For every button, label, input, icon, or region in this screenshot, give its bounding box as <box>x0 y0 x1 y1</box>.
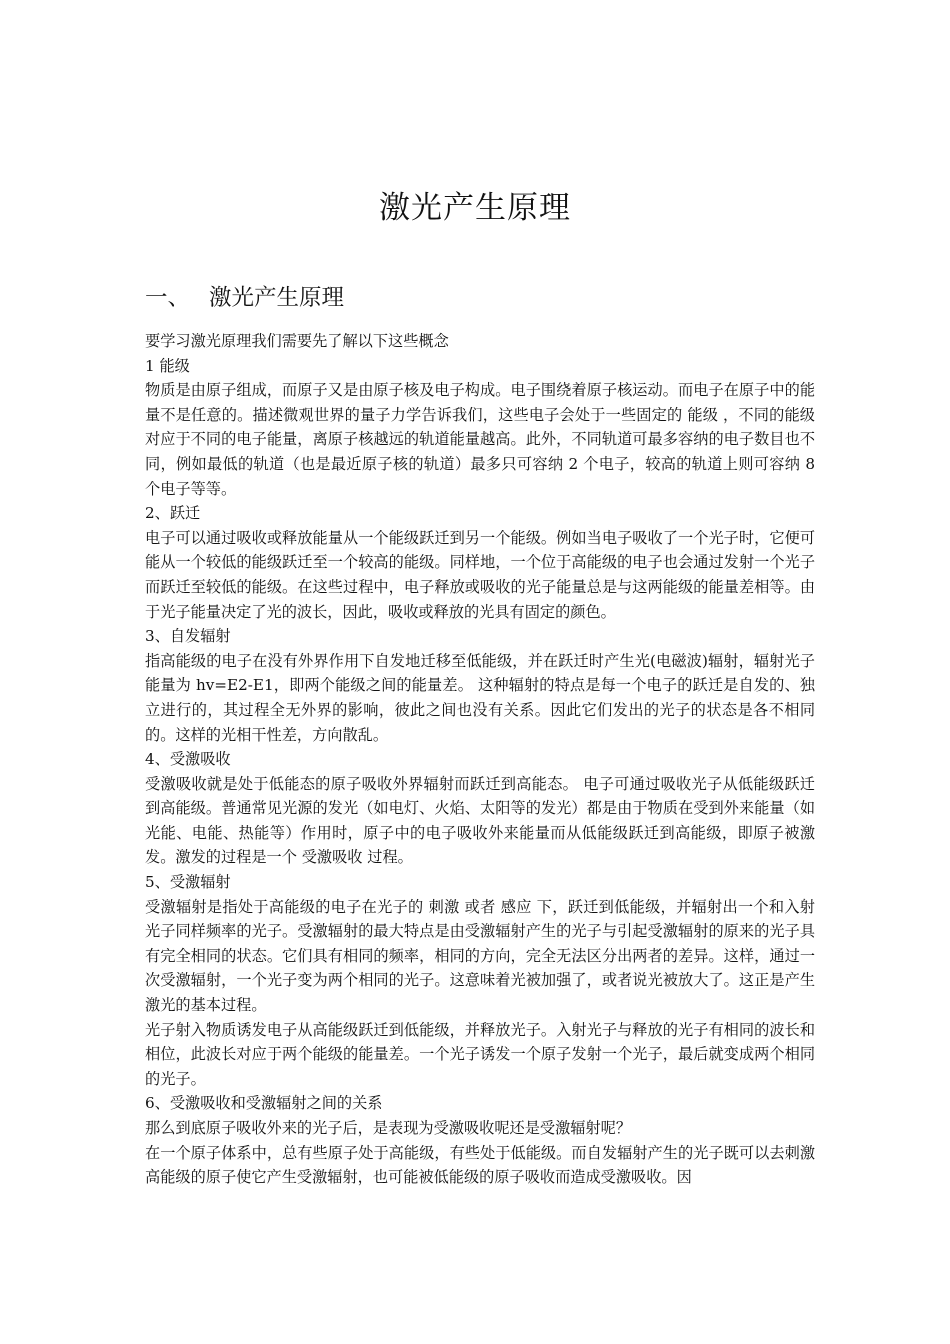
paragraph-relationship: 在一个原子体系中，总有些原子处于高能级，有些处于低能级。而自发辐射产生的光子既可以去刺激高能级的原子使它产生受激辐射，也可能被低能级的原子吸收而造成受激吸收。因 <box>145 1143 815 1187</box>
paragraph-relationship-question: 那么到底原子吸收外来的光子后，是表现为受激吸收呢还是受激辐射呢？ <box>145 1119 631 1137</box>
section-heading <box>145 281 344 315</box>
section-heading-text: 激光产生原理 <box>209 285 345 311</box>
intro-paragraph: 要学习激光原理我们需要先了解以下这些概念 <box>145 332 449 350</box>
subheading-spontaneous-emission: 3、自发辐射 <box>145 627 231 646</box>
body-text <box>145 329 815 1190</box>
paragraph-energy-level: 物质是由原子组成，而原子又是由原子核及电子构成。电子围绕着原子核运动。而电子在原子中的能量不是任意的。描述微观世界的量子力学告诉我们，这些电子会处于一些固定的 能级 ，不同的能级对应于不同的电子能量，离原子核越远的轨道能量越高。此外，不同轨道可最多容纳的电子数目也不同，例如最低的轨道（也是最近原子核的轨道）最多只可容纳 2 个电子，较高的轨道上则可容纳 8 个电子等等。 <box>145 381 815 498</box>
paragraph-transition: 电子可以通过吸收或释放能量从一个能级跃迁到另一个能级。例如当电子吸收了一个光子时，它便可能从一个较低的能级跃迁至一个较高的能级。同样地，一个位于高能级的电子也会通过发射一个光子而跃迁至较低的能级。在这些过程中，电子释放或吸收的光子能量总是与这两能级的能量差相等。由于光子能量决定了光的波长，因此，吸收或释放的光具有固定的颜色。 <box>145 528 815 621</box>
subheading-energy-level: 1 能级 <box>145 356 190 375</box>
document-title: 激光产生原理 <box>379 190 571 226</box>
paragraph-stimulated-absorption: 受激吸收就是处于低能态的原子吸收外界辐射而跃迁到高能态。 电子可通过吸收光子从低能级跃迁到高能级。普通常见光源的发光（如电灯、火焰、太阳等的发光）都是由于物质在受到外来能量（如光能、电能、热能等）作用时，原子中的电子吸收外来能量而从低能级跃迁到高能级，即原子被激发。激发的过程是一个 受激吸收 过程。 <box>145 774 815 867</box>
subheading-relationship: 6、受激吸收和受激辐射之间的关系 <box>145 1094 383 1113</box>
paragraph-stimulated-emission: 受激辐射是指处于高能级的电子在光子的 刺激 或者 感应 下，跃迁到低能级，并辐射出一个和入射光子同样频率的光子。受激辐射的最大特点是由受激辐射产生的光子与引起受激辐射的原来的光子具有完全相同的状态。它们具有相同的频率，相同的方向，完全无法区分出两者的差异。这样，通过一次受激辐射，一个光子变为两个相同的光子。这意味着光被加强了，或者说光被放大了。这正是产生激光的基本过程。 <box>145 897 815 1015</box>
subheading-stimulated-absorption: 4、受激吸收 <box>145 750 231 769</box>
paragraph-spontaneous-emission: 指高能级的电子在没有外界作用下自发地迁移至低能级，并在跃迁时产生光(电磁波)辐射，辐射光子能量为 hv=E2-E1，即两个能级之间的能量差。 这种辐射的特点是每一个电子的跃迁是自发的、独立进行的，其过程全无外界的影响，彼此之间也没有关系。因此它们发出的光子的状态是各不相同的。这样的光相干性差，方向散乱。 <box>145 651 815 744</box>
section-number: 一、 <box>145 285 191 311</box>
subheading-stimulated-emission: 5、受激辐射 <box>145 873 231 892</box>
subheading-transition: 2、跃迁 <box>145 504 201 523</box>
paragraph-stimulated-emission-2: 光子射入物质诱发电子从高能级跃迁到低能级，并释放光子。入射光子与释放的光子有相同的波长和相位，此波长对应于两个能级的能量差。一个光子诱发一个原子发射一个光子，最后就变成两个相同的光子。 <box>145 1020 815 1088</box>
